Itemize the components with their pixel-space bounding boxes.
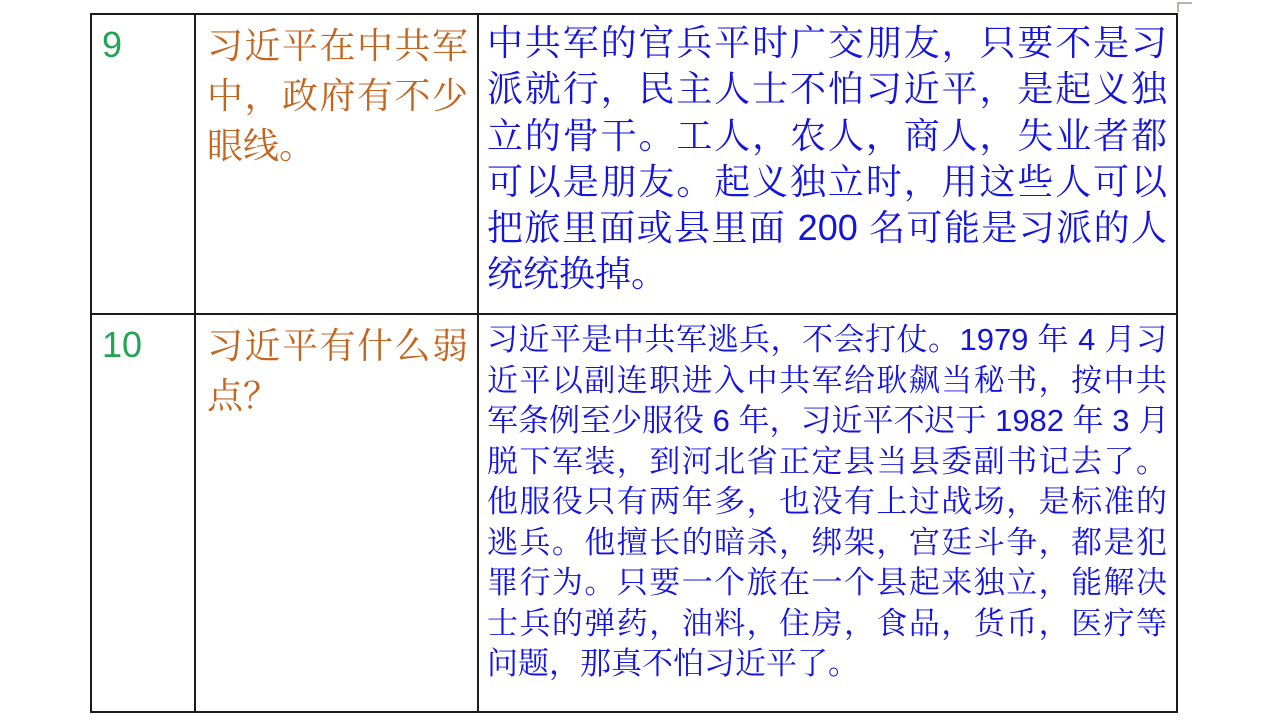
text-line: 军条例至少服役 6 年，习近平不迟于 1982 年 3 月 (487, 403, 1170, 438)
text-line: 他服役只有两年多，也没有上过战场，是标准的 (487, 484, 1167, 519)
row-9-number-cell[interactable]: 9 (92, 15, 196, 315)
text-line: 派就行，民主人士不怕习近平，是起义独 (487, 68, 1167, 110)
text-line: 中共军的官兵平时广交朋友，只要不是习 (487, 22, 1167, 63)
text-line: 把旅里面或县里面 200 名可能是习派的人 (487, 207, 1167, 249)
table-corner-mark-icon (1177, 2, 1192, 12)
text-line: 点？ (207, 375, 280, 416)
row-10-answer-cell[interactable] (479, 315, 1176, 711)
text-line: 罪行为。只要一个旅在一个县起来独立，能解决 (487, 565, 1167, 600)
text-line: 脱下军装，到河北省正定县当县委副书记去了。 (487, 443, 1167, 479)
text-line: 眼线。 (207, 125, 316, 166)
text-line: 立的骨干。工人，农人，商人，失业者都 (487, 114, 1167, 156)
text-line: 问题，那真不怕习近平了。 (487, 646, 859, 681)
row-10-question-cell[interactable] (196, 315, 479, 711)
qa-table (90, 13, 1178, 713)
row-9-answer-cell[interactable] (479, 15, 1176, 315)
row-10-number-cell[interactable]: 10 (92, 315, 196, 711)
text-line: 习近平在中共军 (207, 25, 468, 66)
row-9-question-cell[interactable] (196, 15, 479, 315)
text-line: 逃兵。他擅长的暗杀，绑架，宫廷斗争，都是犯 (487, 524, 1167, 560)
text-line: 士兵的弹药，油料，住房，食品，货币，医疗等 (487, 605, 1167, 641)
text-line: 习近平是中共军逃兵，不会打仗。1979 年 4 月习 (487, 322, 1167, 357)
text-line: 习近平有什么弱 (207, 325, 468, 366)
text-line: 可以是朋友。起义独立时，用这些人可以 (487, 160, 1167, 202)
text-line: 近平以副连职进入中共军给耿飙当秘书，按中共 (487, 362, 1167, 398)
text-line: 中，政府有不少 (207, 75, 468, 116)
text-line: 统统换掉。 (487, 253, 668, 295)
